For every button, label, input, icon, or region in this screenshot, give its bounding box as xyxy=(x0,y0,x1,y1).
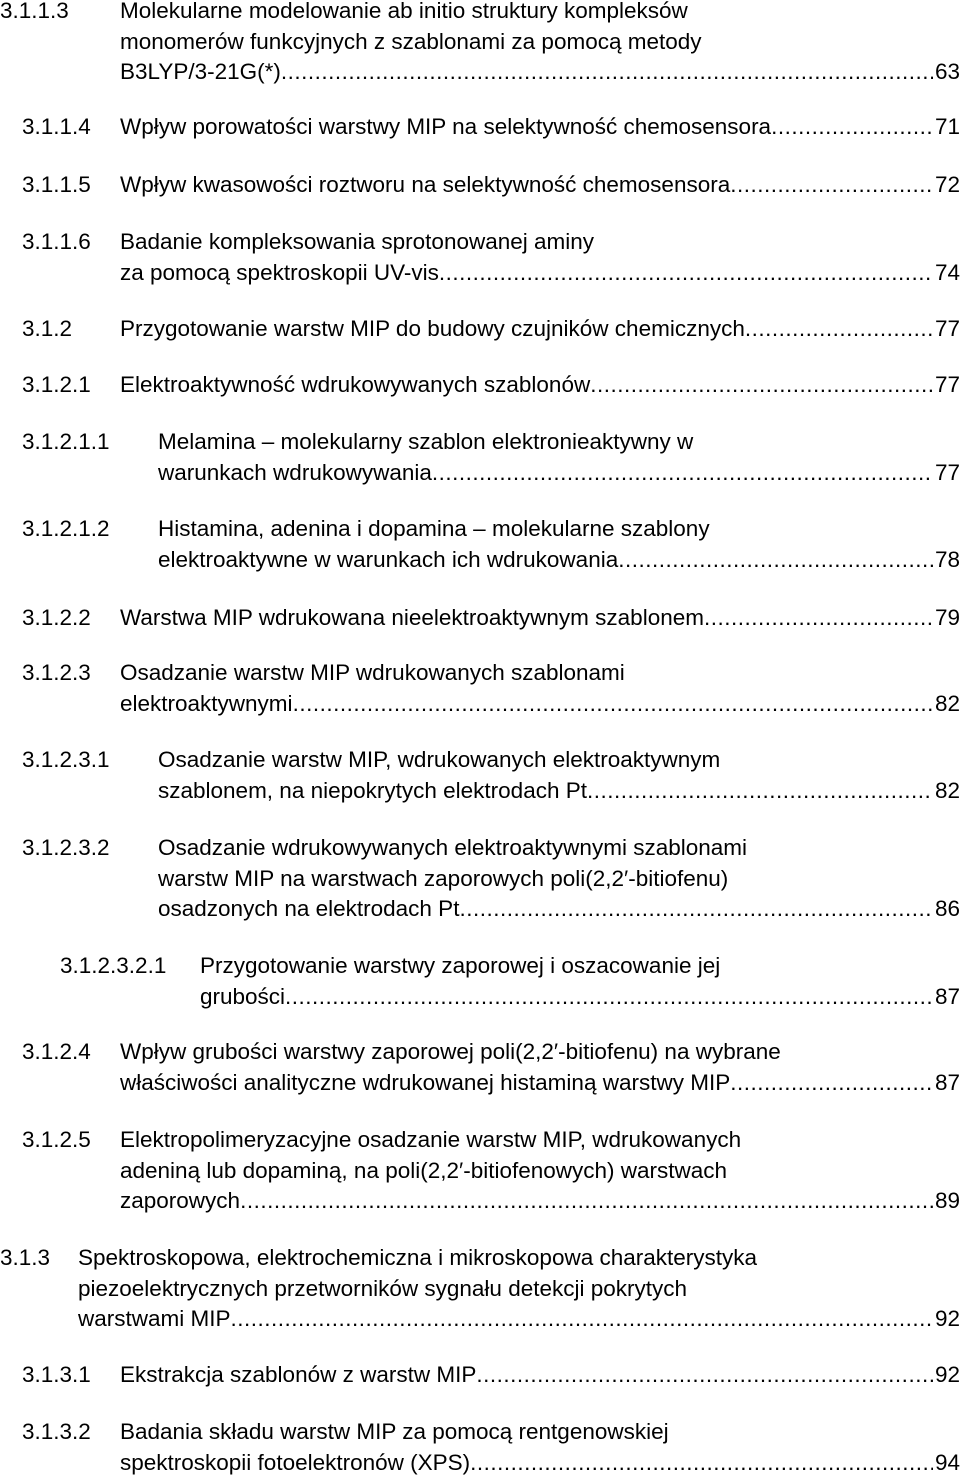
toc-entry-page-number: 77 xyxy=(934,459,960,485)
toc-entry-page-number: 71 xyxy=(934,114,960,139)
toc-entry-page-number: 77 xyxy=(934,372,960,397)
toc-entry[interactable] xyxy=(22,745,960,806)
toc-entry[interactable] xyxy=(0,1243,960,1335)
toc-entry-title-line: Melamina – molekularny szablon elektronieaktywny w xyxy=(158,429,694,454)
toc-entry-title-line: Osadzanie warstw MIP, wdrukowanych elektroaktywnym xyxy=(158,747,721,772)
dot-leader xyxy=(470,1448,933,1479)
toc-entry-title-line: Histamina, adenina i dopamina – molekularne szablony xyxy=(158,516,710,541)
toc-entry-title-line: Wpływ kwasowości roztworu na selektywność chemosensora xyxy=(120,172,731,197)
toc-entry[interactable] xyxy=(22,227,960,288)
toc-entry-title-line: monomerów funkcyjnych z szablonami za pomocą metody xyxy=(120,28,702,54)
toc-entry-title-line: Warstwa MIP wdrukowana nieelektroaktywnym szablonem xyxy=(120,605,704,630)
toc-entry-number: 3.1.2.3 xyxy=(22,660,91,685)
toc-entry-page-number: 79 xyxy=(934,605,960,630)
toc-entry-number: 3.1.1.4 xyxy=(22,114,91,139)
dot-leader xyxy=(281,57,933,88)
toc-entry-title-line: właściwości analityczne wdrukowanej histaminą warstwy MIP xyxy=(120,1069,731,1095)
toc-entry-number: 3.1.1.6 xyxy=(22,229,91,254)
toc-entry-title-line: Ekstrakcja szablonów z warstw MIP xyxy=(120,1362,477,1387)
toc-entry-page-number: 94 xyxy=(934,1449,960,1475)
toc-entry-number: 3.1.2.5 xyxy=(22,1127,91,1152)
toc-entry-title-line: Osadzanie wdrukowywanych elektroaktywnymi szablonami xyxy=(158,835,747,860)
toc-entry[interactable] xyxy=(0,0,960,88)
toc-entry-title-line: szablonem, na niepokrytych elektrodach Pt xyxy=(158,777,587,803)
dot-leader xyxy=(730,170,933,201)
toc-entry-title-line: Przygotowanie warstw MIP do budowy czujników chemicznych xyxy=(120,316,745,341)
toc-entry-number: 3.1.2.1.1 xyxy=(22,429,110,454)
toc-entry[interactable] xyxy=(22,370,960,401)
toc-entry-title-line: spektroskopii fotoelektronów (XPS) xyxy=(120,1449,471,1475)
dot-leader xyxy=(704,603,933,634)
toc-entry-number: 3.1.3.1 xyxy=(22,1362,91,1387)
toc-entry-title-line: Badanie kompleksowania sprotonowanej aminy xyxy=(120,229,595,254)
toc-entry-title-line: Molekularne modelowanie ab initio struktury kompleksów xyxy=(120,0,688,23)
toc-entry-page-number: 86 xyxy=(934,896,960,921)
toc-entry[interactable] xyxy=(22,427,960,488)
toc-entry-page-number: 72 xyxy=(934,172,960,197)
toc-entry-title-line: osadzonych na elektrodach Pt xyxy=(158,896,460,921)
toc-entry[interactable] xyxy=(60,951,960,1012)
dot-leader xyxy=(432,458,933,489)
toc-entry-page-number: 77 xyxy=(934,316,960,341)
toc-entry-title-line: grubości xyxy=(200,983,286,1009)
toc-entry[interactable] xyxy=(22,658,960,719)
toc-entry[interactable] xyxy=(22,170,960,201)
toc-entry-title-line: Przygotowanie warstwy zaporowej i oszacowanie jej xyxy=(200,953,721,978)
toc-entry[interactable] xyxy=(22,314,960,345)
toc-entry-number: 3.1.2.3.2.1 xyxy=(60,953,167,978)
toc-entry-title-line: Elektropolimeryzacyjne osadzanie warstw MIP, wdrukowanych xyxy=(120,1127,742,1152)
toc-entry-page-number: 87 xyxy=(934,983,960,1009)
toc-entry-number: 3.1.2.2 xyxy=(22,605,91,630)
toc-entry-title-line: warstwami MIP xyxy=(78,1306,231,1331)
toc-entry[interactable] xyxy=(22,514,960,575)
dot-leader xyxy=(590,370,933,401)
dot-leader xyxy=(459,894,933,925)
toc-entry-number: 3.1.2.3.2 xyxy=(22,835,110,860)
dot-leader xyxy=(285,982,933,1013)
toc-entry-page-number: 92 xyxy=(934,1306,960,1331)
toc-entry-number: 3.1.1.5 xyxy=(22,172,91,197)
toc-entry[interactable] xyxy=(22,1125,960,1217)
dot-leader xyxy=(240,1186,933,1217)
toc-entry-title-line: adeniną lub dopaminą, na poli(2,2′-bitiofenowych) warstwach xyxy=(120,1157,728,1183)
toc-entry-title-line: Wpływ porowatości warstwy MIP na selektywność chemosensora xyxy=(120,114,772,139)
toc-entry[interactable] xyxy=(22,112,960,143)
toc-entry-title-line: B3LYP/3-21G(*) xyxy=(120,59,281,84)
toc-entry[interactable] xyxy=(22,603,960,634)
toc-entry-title-line: elektroaktywne w warunkach ich wdrukowania xyxy=(158,546,619,572)
toc-entry-title-line: warstw MIP na warstwach zaporowych poli(2,2′-bitiofenu) xyxy=(158,865,729,891)
toc-entry-number: 3.1.2.4 xyxy=(22,1039,91,1064)
toc-entry-page-number: 63 xyxy=(934,59,960,84)
dot-leader xyxy=(231,1304,933,1335)
dot-leader xyxy=(730,1068,933,1099)
toc-entry-title-line: piezoelektrycznych przetworników sygnału detekcji pokrytych xyxy=(78,1275,688,1301)
toc-entry[interactable] xyxy=(22,1037,960,1098)
toc-entry-number: 3.1.2.1 xyxy=(22,372,91,397)
toc-entry[interactable] xyxy=(22,1417,960,1478)
toc-entry-number: 3.1.1.3 xyxy=(0,0,69,23)
toc-entry[interactable] xyxy=(22,833,960,925)
toc-entry-title-line: Badania składu warstw MIP za pomocą rentgenowskiej xyxy=(120,1419,669,1444)
toc-entry-number: 3.1.2 xyxy=(22,316,73,341)
toc-entry-page-number: 78 xyxy=(934,546,960,572)
dot-leader xyxy=(745,314,933,345)
toc-entry-title-line: zaporowych xyxy=(120,1188,241,1213)
toc-entry-title-line: elektroaktywnymi xyxy=(120,690,293,716)
dot-leader xyxy=(618,545,933,576)
toc-entry-title-line: Elektroaktywność wdrukowywanych szablonów xyxy=(120,372,591,397)
toc-entry-number: 3.1.3 xyxy=(0,1245,51,1270)
toc-entry-number: 3.1.3.2 xyxy=(22,1419,91,1444)
toc-entry-title-line: Osadzanie warstw MIP wdrukowanych szablonami xyxy=(120,660,625,685)
dot-leader xyxy=(476,1360,933,1391)
toc-entry-page-number: 82 xyxy=(934,690,960,716)
dot-leader xyxy=(771,112,933,143)
toc-entry-number: 3.1.2.3.1 xyxy=(22,747,110,772)
toc-entry-title-line: warunkach wdrukowywania xyxy=(158,459,432,485)
toc-entry[interactable] xyxy=(22,1360,960,1391)
toc-entry-page-number: 74 xyxy=(934,259,960,285)
toc-entry-page-number: 82 xyxy=(934,777,960,803)
toc-entry-title-line: Spektroskopowa, elektrochemiczna i mikroskopowa charakterystyka xyxy=(78,1245,758,1270)
toc-entry-number: 3.1.2.1.2 xyxy=(22,516,110,541)
toc-entry-title-line: za pomocą spektroskopii UV-vis xyxy=(120,259,439,285)
dot-leader xyxy=(439,258,933,289)
dot-leader xyxy=(293,689,933,720)
toc-entry-title-line: Wpływ grubości warstwy zaporowej poli(2,2′-bitiofenu) na wybrane xyxy=(120,1039,781,1064)
toc-entry-page-number: 87 xyxy=(934,1069,960,1095)
dot-leader xyxy=(587,776,933,807)
toc-entry-page-number: 89 xyxy=(934,1188,960,1213)
toc-entry-page-number: 92 xyxy=(934,1362,960,1387)
